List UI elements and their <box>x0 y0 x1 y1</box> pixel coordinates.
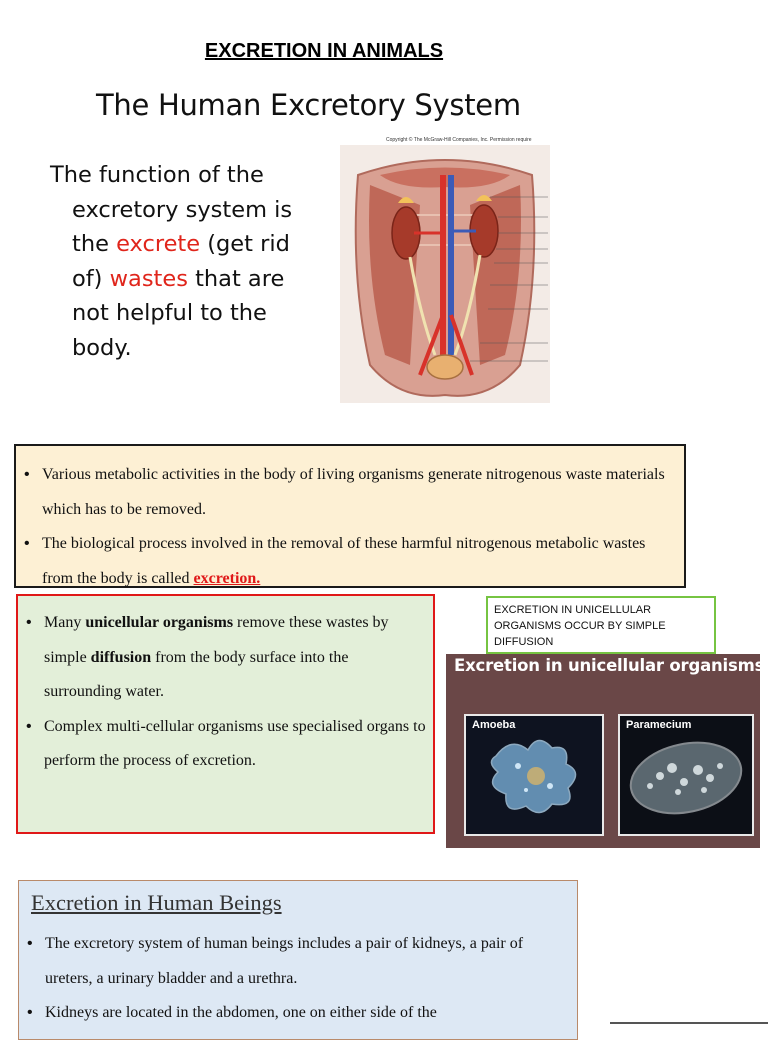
excretory-system-illustration <box>340 145 550 403</box>
copyright-notice: Copyright © The McGraw-Hill Companies, Inc. Permission require <box>386 137 532 143</box>
slide-body-line: of) wastes that are <box>72 265 285 292</box>
amoeba-label: Amoeba <box>472 719 516 731</box>
list-item: • Various metabolic activities in the body of living organisms generate nitrogenous waste materials which has to be removed. <box>18 458 678 527</box>
term-excretion: excretion. <box>193 569 261 587</box>
slide-body-line: the excrete (get rid <box>72 231 290 257</box>
amoeba-image <box>464 714 604 836</box>
amoeba-icon <box>466 716 602 834</box>
unicellular-note: EXCRETION IN UNICELLULAR ORGANISMS OCCUR BY SIMPLE DIFFUSION <box>486 596 716 654</box>
paramecium-image <box>618 714 754 836</box>
list-item: • The biological process involved in the removal of these harmful nitrogenous metabolic wastes from the body is called excretion. <box>18 527 678 596</box>
list-item: • Many unicellular organisms remove these wastes by simple diffusion from the body surface into the surrounding water. <box>20 606 427 710</box>
term-unicellular: unicellular organisms <box>85 614 234 631</box>
human-excretion-heading: Excretion in Human Beings <box>31 890 282 915</box>
page-title: EXCRETION IN ANIMALS <box>204 40 444 62</box>
highlight-wastes: wastes <box>109 265 188 292</box>
paramecium-icon <box>620 716 752 834</box>
highlight-excrete: excrete <box>116 231 201 257</box>
slide-body-line: The function of the <box>50 162 264 188</box>
slide-title: The Human Excretory System <box>96 88 521 122</box>
slide-body-line: body. <box>72 334 132 361</box>
unicellular-figure-title: Excretion in unicellular organisms <box>454 656 765 675</box>
slide-body-line: excretory system is <box>72 196 293 223</box>
paramecium-label: Paramecium <box>626 719 692 731</box>
unicellular-excretion-box <box>16 594 435 834</box>
human-excretion-box <box>18 880 578 1040</box>
list-item: • The excretory system of human beings includes a pair of kidneys, a pair of ureters, a urinary bladder and a urethra. <box>21 927 571 996</box>
term-diffusion: diffusion <box>90 648 152 666</box>
slide-body-text <box>50 158 340 365</box>
unicellular-figure-panel <box>446 654 765 848</box>
list-item: • Complex multi-cellular organisms use specialised organs to perform the process of excretion. <box>20 710 427 779</box>
list-item: • Kidneys are located in the abdomen, one on either side of the <box>21 996 571 1031</box>
slide-body-line: not helpful to the <box>72 300 267 326</box>
metabolic-waste-box <box>14 444 686 588</box>
